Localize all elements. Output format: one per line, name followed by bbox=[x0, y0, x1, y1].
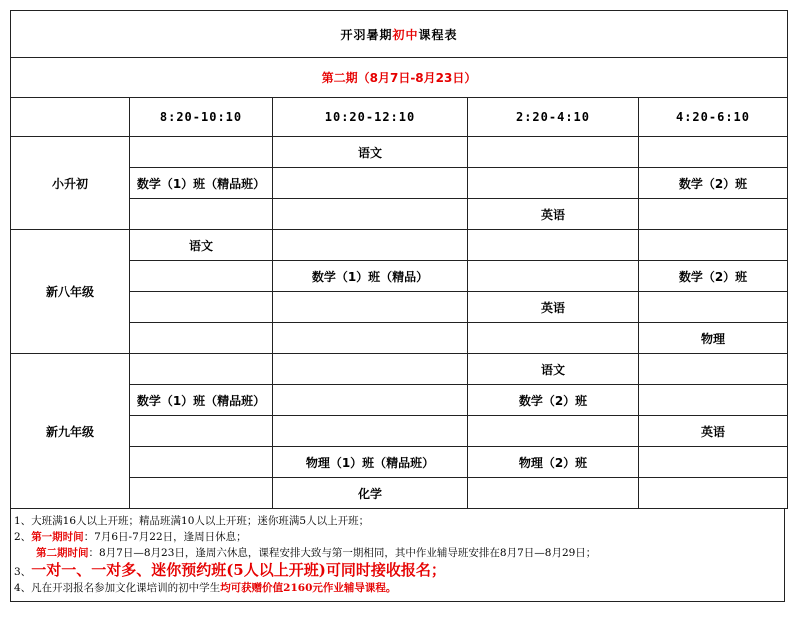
class-cell: 英语 bbox=[468, 292, 639, 323]
schedule-table bbox=[10, 10, 788, 509]
note-4 bbox=[14, 580, 781, 596]
title-part-2: 初中 bbox=[392, 27, 419, 42]
class-cell: 语文 bbox=[468, 354, 639, 385]
time-header: 8:20-10:10 bbox=[130, 98, 273, 137]
class-cell bbox=[130, 416, 273, 447]
note-4-prefix: 4、凡在开羽报名参加文化课培训的初中学生 bbox=[14, 582, 221, 594]
time-header: 10:20-12:10 bbox=[273, 98, 468, 137]
title-part-1: 开羽暑期 bbox=[340, 27, 393, 42]
note-3 bbox=[14, 561, 781, 580]
class-cell bbox=[273, 168, 468, 199]
class-cell bbox=[468, 168, 639, 199]
class-cell: 数学（2）班 bbox=[639, 261, 788, 292]
class-cell: 英语 bbox=[639, 416, 788, 447]
class-cell bbox=[130, 137, 273, 168]
note-2 bbox=[14, 529, 781, 545]
class-cell bbox=[130, 354, 273, 385]
class-cell bbox=[639, 292, 788, 323]
class-cell bbox=[130, 261, 273, 292]
class-cell bbox=[639, 354, 788, 385]
class-cell bbox=[468, 230, 639, 261]
class-cell bbox=[273, 323, 468, 354]
note-2b-text: ：8月7日—8月23日，逢周六休息，课程安排大致与第一期相同，其中作业辅导班安排在8月7日—8月29日； bbox=[88, 547, 597, 559]
class-cell bbox=[468, 323, 639, 354]
time-header: 4:20-6:10 bbox=[639, 98, 788, 137]
class-cell bbox=[273, 416, 468, 447]
class-cell bbox=[273, 385, 468, 416]
note-2-prefix: 2、 bbox=[14, 531, 32, 543]
class-cell bbox=[273, 199, 468, 230]
class-cell bbox=[273, 354, 468, 385]
note-2b-label: 第二期时间 bbox=[36, 547, 89, 559]
schedule-sheet bbox=[10, 10, 787, 608]
class-cell: 英语 bbox=[468, 199, 639, 230]
class-cell: 物理（1）班（精品班） bbox=[273, 447, 468, 478]
class-cell bbox=[468, 261, 639, 292]
class-cell: 语文 bbox=[273, 137, 468, 168]
notes-section bbox=[10, 509, 785, 602]
class-cell: 物理 bbox=[639, 323, 788, 354]
class-cell: 物理（2）班 bbox=[468, 447, 639, 478]
class-cell bbox=[639, 137, 788, 168]
note-4-text: 均可获赠价值2160元作业辅导课程。 bbox=[220, 582, 397, 594]
class-cell bbox=[130, 478, 273, 509]
page-title bbox=[11, 11, 788, 58]
class-cell bbox=[639, 447, 788, 478]
note-2-text: ：7月6日-7月22日，逢周日休息； bbox=[83, 531, 247, 543]
note-2-label: 第一期时间 bbox=[31, 531, 84, 543]
class-cell bbox=[130, 292, 273, 323]
class-cell: 数学（1）班（精品班） bbox=[130, 385, 273, 416]
grade-label: 新九年级 bbox=[11, 354, 130, 509]
class-cell bbox=[468, 416, 639, 447]
class-cell bbox=[130, 199, 273, 230]
time-header: 2:20-4:10 bbox=[468, 98, 639, 137]
class-cell bbox=[639, 478, 788, 509]
title-part-3: 课程表 bbox=[418, 27, 458, 42]
class-cell bbox=[639, 199, 788, 230]
class-cell: 数学（1）班（精品班） bbox=[130, 168, 273, 199]
note-3-prefix: 3、 bbox=[14, 566, 32, 578]
class-cell: 数学（2）班 bbox=[639, 168, 788, 199]
note-1: 1、大班满16人以上开班；精品班满10人以上开班；迷你班满5人以上开班； bbox=[14, 515, 370, 527]
class-cell: 数学（2）班 bbox=[468, 385, 639, 416]
grade-label: 新八年级 bbox=[11, 230, 130, 354]
session-heading: 第二期（8月7日-8月23日） bbox=[11, 58, 788, 98]
class-cell bbox=[468, 137, 639, 168]
class-cell: 语文 bbox=[130, 230, 273, 261]
class-cell: 化学 bbox=[273, 478, 468, 509]
class-cell bbox=[273, 230, 468, 261]
corner-cell bbox=[11, 98, 130, 137]
class-cell bbox=[130, 323, 273, 354]
class-cell bbox=[639, 230, 788, 261]
note-2b bbox=[14, 545, 781, 561]
class-cell: 数学（1）班（精品） bbox=[273, 261, 468, 292]
class-cell bbox=[130, 447, 273, 478]
class-cell bbox=[273, 292, 468, 323]
note-3-text: 一对一、一对多、迷你预约班(5人以上开班)可同时接收报名； bbox=[31, 561, 446, 579]
grade-label: 小升初 bbox=[11, 137, 130, 230]
class-cell bbox=[468, 478, 639, 509]
class-cell bbox=[639, 385, 788, 416]
